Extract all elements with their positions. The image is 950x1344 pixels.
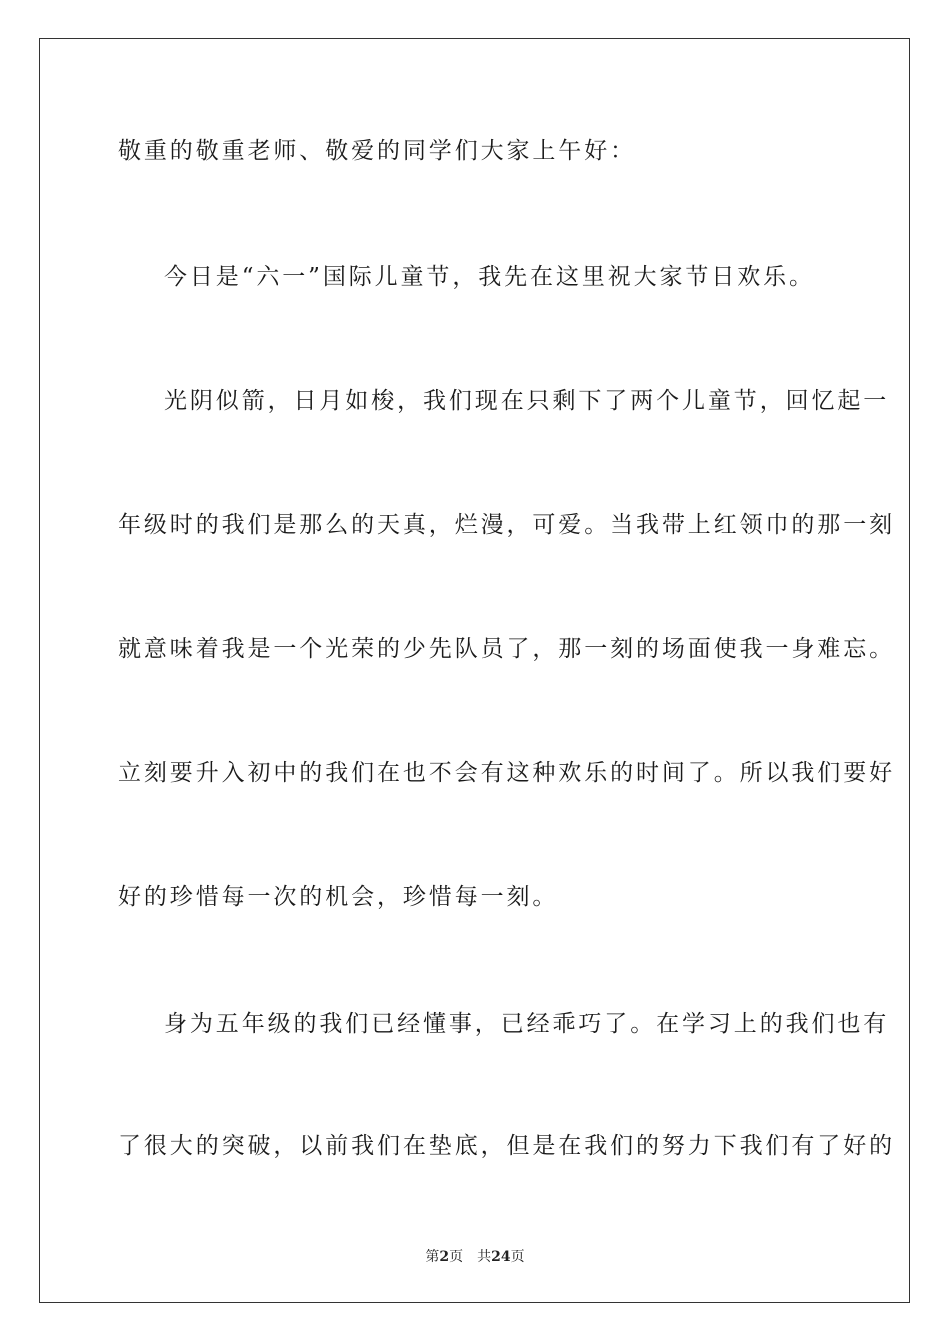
paragraph-2-line-4: 立刻要升入初中的我们在也不会有这种欢乐的时间了。所以我们要好 (118, 760, 895, 786)
paragraph-2-line-2: 年级时的我们是那么的天真，烂漫，可爱。当我带上红领巾的那一刻 (118, 512, 895, 538)
paragraph-2-line-5: 好的珍惜每一次的机会，珍惜每一刻。 (118, 884, 559, 910)
page-border (39, 38, 910, 1303)
paragraph-3-line-2: 了很大的突破，以前我们在垫底，但是在我们的努力下我们有了好的 (118, 1133, 895, 1159)
paragraph-2-line-3: 就意味着我是一个光荣的少先队员了，那一刻的场面使我一身难忘。 (118, 636, 895, 662)
page-number: 2 (439, 1249, 450, 1265)
page-prefix: 第 (425, 1249, 440, 1265)
paragraph-2-line-1: 光阴似箭，日月如梭，我们现在只剩下了两个儿童节，回忆起一 (164, 388, 890, 414)
total-pages: 24 (491, 1249, 511, 1265)
total-prefix: 共 (477, 1249, 492, 1265)
salutation-line: 敬重的敬重老师、敬爱的同学们大家上午好： (118, 138, 636, 164)
page-footer (0, 1248, 950, 1266)
page-suffix: 页 (449, 1249, 464, 1265)
total-suffix: 页 (510, 1249, 525, 1265)
paragraph-1-line-1: 今日是“六一”国际儿童节，我先在这里祝大家节日欢乐。 (164, 264, 815, 290)
paragraph-3-line-1: 身为五年级的我们已经懂事，已经乖巧了。在学习上的我们也有 (164, 1011, 890, 1037)
